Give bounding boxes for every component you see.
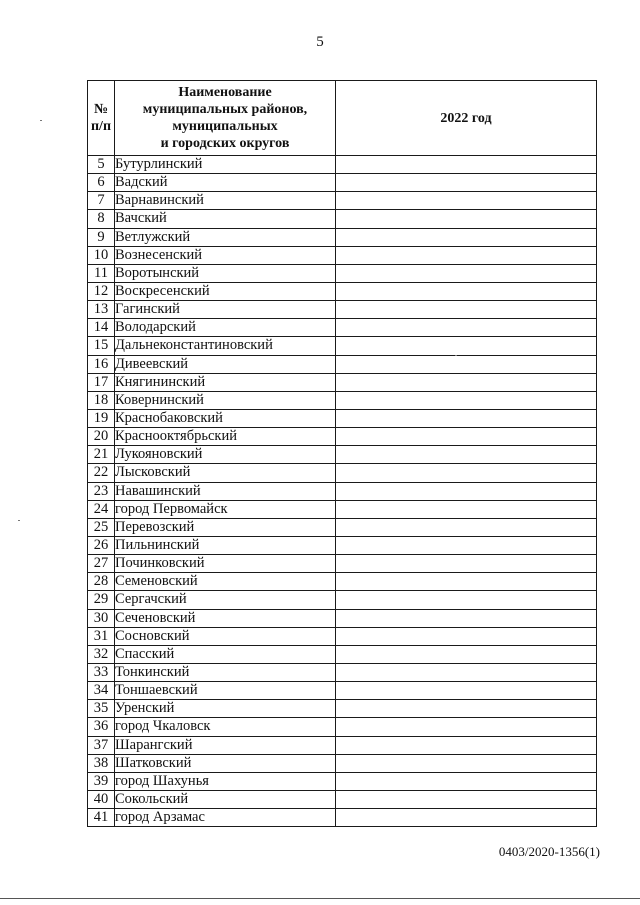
municipalities-table	[87, 80, 597, 827]
row-number: 5	[88, 156, 115, 174]
municipality-name: Шарангский	[115, 736, 336, 754]
row-number: 24	[88, 500, 115, 518]
table-row	[88, 446, 597, 464]
municipality-name: Спасский	[115, 645, 336, 663]
scan-speck	[40, 120, 42, 121]
row-number: 41	[88, 809, 115, 827]
municipality-name: Краснооктябрьский	[115, 428, 336, 446]
year-2022-value	[336, 627, 597, 645]
year-2022-value	[336, 555, 597, 573]
year-2022-value	[336, 319, 597, 337]
header-name-line-2: муниципальных районов,	[142, 102, 308, 117]
header-name-line-3: муниципальных	[172, 119, 278, 134]
row-number: 18	[88, 391, 115, 409]
row-number: 8	[88, 210, 115, 228]
table-row	[88, 555, 597, 573]
header-row	[88, 81, 597, 156]
row-number: 10	[88, 246, 115, 264]
scan-edge-line	[0, 898, 640, 899]
row-number: 25	[88, 518, 115, 536]
row-number: 17	[88, 373, 115, 391]
row-number: 40	[88, 790, 115, 808]
row-number: 30	[88, 609, 115, 627]
table-row	[88, 754, 597, 772]
year-2022-value	[336, 536, 597, 554]
municipality-name: город Чкаловск	[115, 718, 336, 736]
municipality-name: город Арзамас	[115, 809, 336, 827]
table-row	[88, 228, 597, 246]
municipality-name: Лысковский	[115, 464, 336, 482]
municipality-name: Дивеевский	[115, 355, 336, 373]
year-2022-value	[336, 192, 597, 210]
year-2022-value	[336, 409, 597, 427]
municipality-name: Починковский	[115, 555, 336, 573]
year-2022-value	[336, 301, 597, 319]
municipality-name: Навашинский	[115, 482, 336, 500]
year-2022-value	[336, 156, 597, 174]
row-number: 39	[88, 772, 115, 790]
row-number: 16	[88, 355, 115, 373]
municipality-name: город Шахунья	[115, 772, 336, 790]
row-number: 11	[88, 264, 115, 282]
table-row	[88, 518, 597, 536]
municipality-name: Княгининский	[115, 373, 336, 391]
year-2022-value	[336, 573, 597, 591]
header-year: 2022 год	[336, 81, 597, 156]
municipality-name: Володарский	[115, 319, 336, 337]
row-number: 28	[88, 573, 115, 591]
row-number: 32	[88, 645, 115, 663]
row-number: 34	[88, 682, 115, 700]
table-row	[88, 264, 597, 282]
row-number: 35	[88, 700, 115, 718]
header-num: № п/п	[88, 81, 115, 156]
year-2022-value	[336, 609, 597, 627]
municipality-name: Лукояновский	[115, 446, 336, 464]
table-row	[88, 355, 597, 373]
table-row	[88, 482, 597, 500]
municipality-name: Семеновский	[115, 573, 336, 591]
municipality-name: Сокольский	[115, 790, 336, 808]
document-code: 0403/2020-1356(1)	[498, 844, 600, 859]
municipality-name: Ветлужский	[115, 228, 336, 246]
year-2022-value	[336, 754, 597, 772]
table-row	[88, 210, 597, 228]
year-2022-value	[336, 355, 597, 373]
year-2022-value	[336, 682, 597, 700]
row-number: 33	[88, 663, 115, 681]
year-2022-value	[336, 772, 597, 790]
table-row	[88, 500, 597, 518]
page-number: 5	[316, 34, 324, 50]
row-number: 14	[88, 319, 115, 337]
municipality-name: Тоншаевский	[115, 682, 336, 700]
table-row	[88, 809, 597, 827]
table-row	[88, 591, 597, 609]
year-2022-value	[336, 500, 597, 518]
year-2022-value	[336, 482, 597, 500]
table-row	[88, 682, 597, 700]
row-number: 7	[88, 192, 115, 210]
table-row	[88, 464, 597, 482]
year-2022-value	[336, 718, 597, 736]
table-row	[88, 573, 597, 591]
table-row	[88, 772, 597, 790]
table-row	[88, 700, 597, 718]
municipality-name: Сеченовский	[115, 609, 336, 627]
municipality-name: Варнавинский	[115, 192, 336, 210]
year-2022-value	[336, 282, 597, 300]
municipality-name: Шатковский	[115, 754, 336, 772]
table-row	[88, 627, 597, 645]
municipality-name: Дальнеконстантиновский	[115, 337, 336, 355]
year-2022-value	[336, 591, 597, 609]
row-number: 27	[88, 555, 115, 573]
table-row	[88, 663, 597, 681]
municipality-name: Краснобаковский	[115, 409, 336, 427]
municipality-name: Ковернинский	[115, 391, 336, 409]
table-row	[88, 645, 597, 663]
row-number: 6	[88, 174, 115, 192]
row-number: 19	[88, 409, 115, 427]
municipality-name: Воскресенский	[115, 282, 336, 300]
year-2022-value	[336, 518, 597, 536]
municipality-name: Вачский	[115, 210, 336, 228]
table-row	[88, 282, 597, 300]
municipality-name: Сосновский	[115, 627, 336, 645]
table-row	[88, 337, 597, 355]
year-2022-value	[336, 391, 597, 409]
row-number: 22	[88, 464, 115, 482]
year-2022-value	[336, 246, 597, 264]
year-2022-value	[336, 645, 597, 663]
table-row	[88, 192, 597, 210]
municipality-name: Вадский	[115, 174, 336, 192]
row-number: 23	[88, 482, 115, 500]
municipality-name: Воротынский	[115, 264, 336, 282]
year-2022-value	[336, 210, 597, 228]
table-row	[88, 428, 597, 446]
header-name-line-4: и городских округов	[160, 136, 290, 151]
row-number: 37	[88, 736, 115, 754]
row-number: 21	[88, 446, 115, 464]
scan-speck	[455, 355, 457, 356]
year-2022-value	[336, 809, 597, 827]
table-row	[88, 736, 597, 754]
municipality-name: Бутурлинский	[115, 156, 336, 174]
row-number: 9	[88, 228, 115, 246]
year-2022-value	[336, 736, 597, 754]
year-2022-value	[336, 428, 597, 446]
header-name	[115, 81, 336, 156]
municipality-name: Пильнинский	[115, 536, 336, 554]
table-body	[88, 156, 597, 827]
table-row	[88, 790, 597, 808]
municipality-name: город Первомайск	[115, 500, 336, 518]
table-row	[88, 718, 597, 736]
row-number: 26	[88, 536, 115, 554]
header-name-line-1: Наименование	[178, 85, 272, 100]
year-2022-value	[336, 373, 597, 391]
row-number: 12	[88, 282, 115, 300]
year-2022-value	[336, 663, 597, 681]
row-number: 31	[88, 627, 115, 645]
year-2022-value	[336, 337, 597, 355]
municipality-name: Тонкинский	[115, 663, 336, 681]
year-2022-value	[336, 228, 597, 246]
year-2022-value	[336, 174, 597, 192]
table-row	[88, 409, 597, 427]
municipality-name: Уренский	[115, 700, 336, 718]
year-2022-value	[336, 790, 597, 808]
table-row	[88, 174, 597, 192]
table-header	[88, 81, 597, 156]
scan-speck	[18, 520, 20, 521]
row-number: 13	[88, 301, 115, 319]
row-number: 15	[88, 337, 115, 355]
row-number: 20	[88, 428, 115, 446]
table-row	[88, 156, 597, 174]
row-number: 29	[88, 591, 115, 609]
municipality-name: Перевозский	[115, 518, 336, 536]
table-row	[88, 391, 597, 409]
table-row	[88, 609, 597, 627]
table-row	[88, 536, 597, 554]
year-2022-value	[336, 264, 597, 282]
table-row	[88, 246, 597, 264]
year-2022-value	[336, 446, 597, 464]
year-2022-value	[336, 464, 597, 482]
table-row	[88, 301, 597, 319]
table-row	[88, 319, 597, 337]
row-number: 36	[88, 718, 115, 736]
municipality-name: Сергачский	[115, 591, 336, 609]
table-row	[88, 373, 597, 391]
municipality-name: Гагинский	[115, 301, 336, 319]
municipality-name: Вознесенский	[115, 246, 336, 264]
year-2022-value	[336, 700, 597, 718]
row-number: 38	[88, 754, 115, 772]
